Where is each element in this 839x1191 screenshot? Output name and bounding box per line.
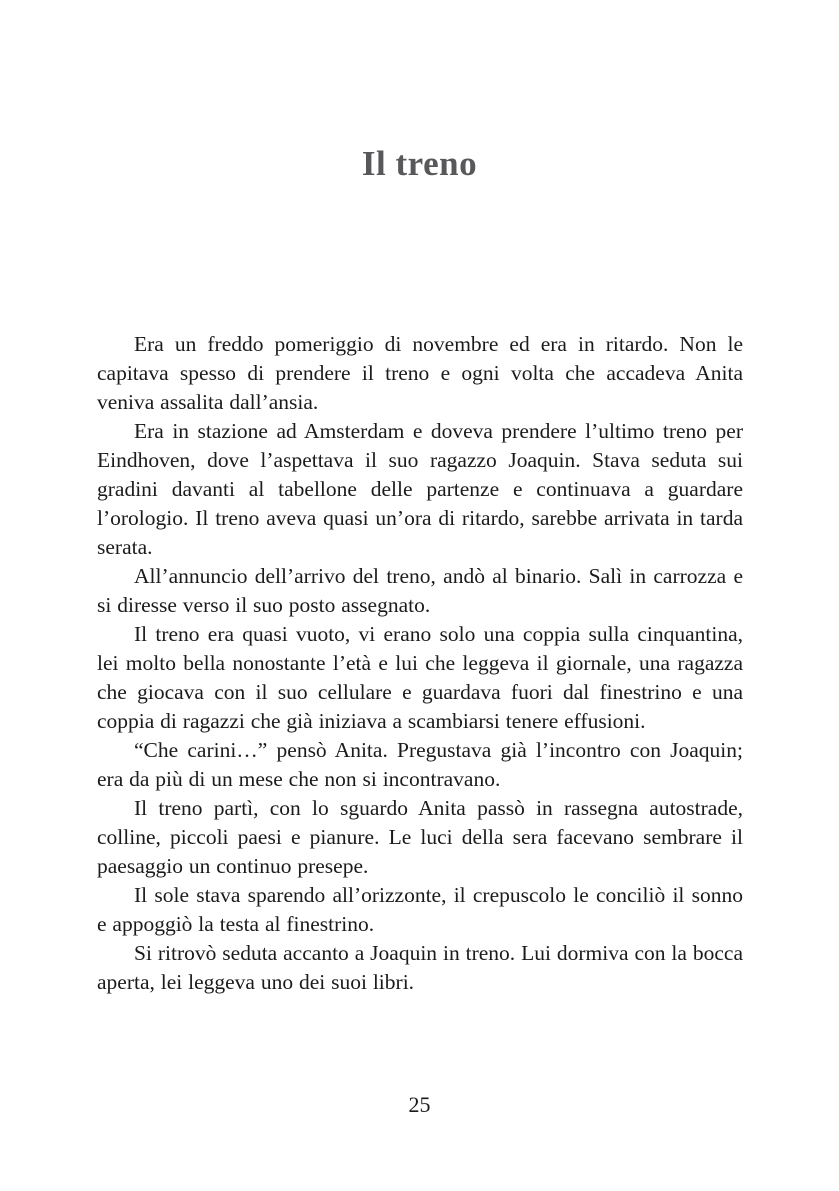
page-number: 25 xyxy=(408,1092,431,1117)
paragraph: Il sole stava sparendo all’orizzonte, il crepuscolo le conciliò il sonno e appoggiò la testa al finestrino. xyxy=(97,883,743,936)
paragraph: Si ritrovò seduta accanto a Joaquin in treno. Lui dormiva con la bocca aperta, lei leggeva uno dei suoi libri. xyxy=(97,941,743,994)
paragraph: “Che carini…” pensò Anita. Pregustava già l’incontro con Joaquin; era da più di un mese che non si incontravano. xyxy=(97,738,743,791)
paragraph: Il treno partì, con lo sguardo Anita passò in rassegna autostrade, colline, piccoli paesi e pianure. Le luci della sera facevano sembrare il paesaggio un continuo presepe. xyxy=(97,796,743,878)
chapter-text-block xyxy=(97,330,743,997)
paragraph: All’annuncio dell’arrivo del treno, andò al binario. Salì in carrozza e si diresse verso il suo posto assegnato. xyxy=(97,564,743,617)
paragraph: Era un freddo pomeriggio di novembre ed era in ritardo. Non le capitava spesso di prendere il treno e ogni volta che accadeva Anita veniva assalita dall’ansia. xyxy=(97,332,743,414)
paragraph: Il treno era quasi vuoto, vi erano solo una coppia sulla cinquantina, lei molto bella nonostante l’età e lui che leggeva il giornale, una ragazza che giocava con il suo cellulare e guardava fuori dal finestrino e una coppia di ragazzi che già iniziava a scambiarsi tenere effusioni. xyxy=(97,622,743,733)
chapter-title: Il treno xyxy=(361,144,478,183)
paragraph: Era in stazione ad Amsterdam e doveva prendere l’ultimo treno per Eindhoven, dove l’aspettava il suo ragazzo Joaquin. Stava seduta sui gradini davanti al tabellone delle partenze e continuava a guardare l’orologio. Il treno aveva quasi un’ora di ritardo, sarebbe arrivata in tarda serata. xyxy=(97,419,743,559)
